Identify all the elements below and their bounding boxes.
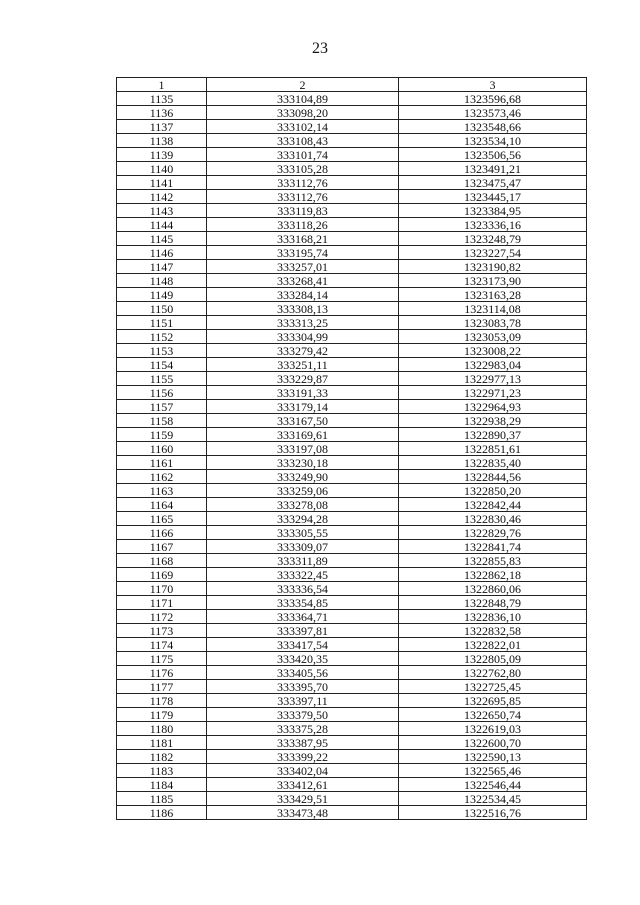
page-number: 23 <box>312 40 328 57</box>
y-coordinate-cell: 1323534,10 <box>399 134 587 148</box>
table-row <box>117 134 587 148</box>
y-coordinate-cell: 1322983,04 <box>399 358 587 372</box>
column-header: 2 <box>207 78 399 92</box>
x-coordinate-cell: 333168,21 <box>207 232 399 246</box>
y-coordinate-cell: 1322855,83 <box>399 554 587 568</box>
point-number-cell: 1153 <box>117 344 207 358</box>
table-row <box>117 624 587 638</box>
x-coordinate-cell: 333397,81 <box>207 624 399 638</box>
x-coordinate-cell: 333102,14 <box>207 120 399 134</box>
y-coordinate-cell: 1323053,09 <box>399 330 587 344</box>
table-row <box>117 456 587 470</box>
x-coordinate-cell: 333098,20 <box>207 106 399 120</box>
table-row <box>117 610 587 624</box>
x-coordinate-cell: 333112,76 <box>207 190 399 204</box>
x-coordinate-cell: 333230,18 <box>207 456 399 470</box>
point-number-cell: 1185 <box>117 792 207 806</box>
x-coordinate-cell: 333294,28 <box>207 512 399 526</box>
y-coordinate-cell: 1323445,17 <box>399 190 587 204</box>
point-number-cell: 1159 <box>117 428 207 442</box>
y-coordinate-cell: 1322516,76 <box>399 806 587 820</box>
table-row <box>117 764 587 778</box>
y-coordinate-cell: 1322725,45 <box>399 680 587 694</box>
table-row <box>117 260 587 274</box>
table-row <box>117 204 587 218</box>
point-number-cell: 1142 <box>117 190 207 204</box>
y-coordinate-cell: 1323163,28 <box>399 288 587 302</box>
x-coordinate-cell: 333112,76 <box>207 176 399 190</box>
y-coordinate-cell: 1322971,23 <box>399 386 587 400</box>
y-coordinate-cell: 1322822,01 <box>399 638 587 652</box>
table-row <box>117 526 587 540</box>
y-coordinate-cell: 1322860,06 <box>399 582 587 596</box>
y-coordinate-cell: 1323008,22 <box>399 344 587 358</box>
point-number-cell: 1162 <box>117 470 207 484</box>
table-row <box>117 358 587 372</box>
point-number-cell: 1165 <box>117 512 207 526</box>
y-coordinate-cell: 1323475,47 <box>399 176 587 190</box>
y-coordinate-cell: 1322862,18 <box>399 568 587 582</box>
x-coordinate-cell: 333309,07 <box>207 540 399 554</box>
x-coordinate-cell: 333429,51 <box>207 792 399 806</box>
point-number-cell: 1169 <box>117 568 207 582</box>
y-coordinate-cell: 1323173,90 <box>399 274 587 288</box>
point-number-cell: 1140 <box>117 162 207 176</box>
table-row <box>117 470 587 484</box>
table-row <box>117 372 587 386</box>
y-coordinate-cell: 1322841,74 <box>399 540 587 554</box>
point-number-cell: 1141 <box>117 176 207 190</box>
column-header: 3 <box>399 78 587 92</box>
table-row <box>117 554 587 568</box>
table-row <box>117 568 587 582</box>
x-coordinate-cell: 333229,87 <box>207 372 399 386</box>
point-number-cell: 1167 <box>117 540 207 554</box>
table-row <box>117 386 587 400</box>
point-number-cell: 1163 <box>117 484 207 498</box>
x-coordinate-cell: 333322,45 <box>207 568 399 582</box>
point-number-cell: 1146 <box>117 246 207 260</box>
coordinates-table-container <box>116 77 586 820</box>
point-number-cell: 1149 <box>117 288 207 302</box>
point-number-cell: 1171 <box>117 596 207 610</box>
point-number-cell: 1158 <box>117 414 207 428</box>
y-coordinate-cell: 1322650,74 <box>399 708 587 722</box>
table-row <box>117 512 587 526</box>
point-number-cell: 1172 <box>117 610 207 624</box>
y-coordinate-cell: 1323114,08 <box>399 302 587 316</box>
x-coordinate-cell: 333397,11 <box>207 694 399 708</box>
point-number-cell: 1157 <box>117 400 207 414</box>
y-coordinate-cell: 1322835,40 <box>399 456 587 470</box>
x-coordinate-cell: 333308,13 <box>207 302 399 316</box>
y-coordinate-cell: 1322850,20 <box>399 484 587 498</box>
point-number-cell: 1155 <box>117 372 207 386</box>
table-row <box>117 540 587 554</box>
table-row <box>117 330 587 344</box>
y-coordinate-cell: 1322977,13 <box>399 372 587 386</box>
y-coordinate-cell: 1322890,37 <box>399 428 587 442</box>
x-coordinate-cell: 333412,61 <box>207 778 399 792</box>
x-coordinate-cell: 333191,33 <box>207 386 399 400</box>
x-coordinate-cell: 333259,06 <box>207 484 399 498</box>
y-coordinate-cell: 1322590,13 <box>399 750 587 764</box>
y-coordinate-cell: 1323506,56 <box>399 148 587 162</box>
table-row <box>117 288 587 302</box>
y-coordinate-cell: 1322546,44 <box>399 778 587 792</box>
x-coordinate-cell: 333417,54 <box>207 638 399 652</box>
table-row <box>117 344 587 358</box>
point-number-cell: 1137 <box>117 120 207 134</box>
table-row <box>117 484 587 498</box>
table-row <box>117 400 587 414</box>
point-number-cell: 1186 <box>117 806 207 820</box>
x-coordinate-cell: 333268,41 <box>207 274 399 288</box>
y-coordinate-cell: 1323227,54 <box>399 246 587 260</box>
point-number-cell: 1179 <box>117 708 207 722</box>
point-number-cell: 1138 <box>117 134 207 148</box>
table-row <box>117 176 587 190</box>
x-coordinate-cell: 333304,99 <box>207 330 399 344</box>
x-coordinate-cell: 333311,89 <box>207 554 399 568</box>
y-coordinate-cell: 1323384,95 <box>399 204 587 218</box>
y-coordinate-cell: 1323190,82 <box>399 260 587 274</box>
x-coordinate-cell: 333108,43 <box>207 134 399 148</box>
y-coordinate-cell: 1322762,80 <box>399 666 587 680</box>
point-number-cell: 1145 <box>117 232 207 246</box>
point-number-cell: 1152 <box>117 330 207 344</box>
y-coordinate-cell: 1322695,85 <box>399 694 587 708</box>
x-coordinate-cell: 333104,89 <box>207 92 399 106</box>
x-coordinate-cell: 333354,85 <box>207 596 399 610</box>
table-row <box>117 414 587 428</box>
point-number-cell: 1136 <box>117 106 207 120</box>
y-coordinate-cell: 1322600,70 <box>399 736 587 750</box>
table-row <box>117 792 587 806</box>
y-coordinate-cell: 1322619,03 <box>399 722 587 736</box>
point-number-cell: 1177 <box>117 680 207 694</box>
x-coordinate-cell: 333251,11 <box>207 358 399 372</box>
table-row <box>117 316 587 330</box>
x-coordinate-cell: 333105,28 <box>207 162 399 176</box>
x-coordinate-cell: 333284,14 <box>207 288 399 302</box>
y-coordinate-cell: 1322848,79 <box>399 596 587 610</box>
table-row <box>117 722 587 736</box>
y-coordinate-cell: 1322829,76 <box>399 526 587 540</box>
table-row <box>117 246 587 260</box>
y-coordinate-cell: 1322805,09 <box>399 652 587 666</box>
x-coordinate-cell: 333395,70 <box>207 680 399 694</box>
table-row <box>117 680 587 694</box>
point-number-cell: 1170 <box>117 582 207 596</box>
table-row <box>117 596 587 610</box>
y-coordinate-cell: 1323248,79 <box>399 232 587 246</box>
x-coordinate-cell: 333305,55 <box>207 526 399 540</box>
y-coordinate-cell: 1322851,61 <box>399 442 587 456</box>
table-row <box>117 162 587 176</box>
point-number-cell: 1154 <box>117 358 207 372</box>
point-number-cell: 1173 <box>117 624 207 638</box>
table-row <box>117 232 587 246</box>
y-coordinate-cell: 1322534,45 <box>399 792 587 806</box>
point-number-cell: 1174 <box>117 638 207 652</box>
point-number-cell: 1184 <box>117 778 207 792</box>
point-number-cell: 1168 <box>117 554 207 568</box>
x-coordinate-cell: 333179,14 <box>207 400 399 414</box>
point-number-cell: 1135 <box>117 92 207 106</box>
table-body <box>117 92 587 820</box>
y-coordinate-cell: 1322836,10 <box>399 610 587 624</box>
point-number-cell: 1182 <box>117 750 207 764</box>
point-number-cell: 1150 <box>117 302 207 316</box>
point-number-cell: 1148 <box>117 274 207 288</box>
table-row <box>117 218 587 232</box>
table-row <box>117 582 587 596</box>
y-coordinate-cell: 1323336,16 <box>399 218 587 232</box>
x-coordinate-cell: 333379,50 <box>207 708 399 722</box>
y-coordinate-cell: 1322830,46 <box>399 512 587 526</box>
table-row <box>117 638 587 652</box>
x-coordinate-cell: 333249,90 <box>207 470 399 484</box>
table-row <box>117 92 587 106</box>
point-number-cell: 1143 <box>117 204 207 218</box>
x-coordinate-cell: 333169,61 <box>207 428 399 442</box>
point-number-cell: 1147 <box>117 260 207 274</box>
x-coordinate-cell: 333279,42 <box>207 344 399 358</box>
point-number-cell: 1164 <box>117 498 207 512</box>
table-row <box>117 652 587 666</box>
point-number-cell: 1183 <box>117 764 207 778</box>
table-row <box>117 190 587 204</box>
table-row <box>117 736 587 750</box>
x-coordinate-cell: 333375,28 <box>207 722 399 736</box>
point-number-cell: 1180 <box>117 722 207 736</box>
x-coordinate-cell: 333405,56 <box>207 666 399 680</box>
point-number-cell: 1181 <box>117 736 207 750</box>
point-number-cell: 1160 <box>117 442 207 456</box>
table-row <box>117 428 587 442</box>
coordinates-table <box>116 77 587 820</box>
table-row <box>117 274 587 288</box>
point-number-cell: 1151 <box>117 316 207 330</box>
table-row <box>117 106 587 120</box>
y-coordinate-cell: 1323573,46 <box>399 106 587 120</box>
table-row <box>117 148 587 162</box>
x-coordinate-cell: 333387,95 <box>207 736 399 750</box>
x-coordinate-cell: 333399,22 <box>207 750 399 764</box>
point-number-cell: 1156 <box>117 386 207 400</box>
y-coordinate-cell: 1322938,29 <box>399 414 587 428</box>
point-number-cell: 1139 <box>117 148 207 162</box>
point-number-cell: 1144 <box>117 218 207 232</box>
table-row <box>117 778 587 792</box>
x-coordinate-cell: 333118,26 <box>207 218 399 232</box>
y-coordinate-cell: 1322565,46 <box>399 764 587 778</box>
x-coordinate-cell: 333473,48 <box>207 806 399 820</box>
x-coordinate-cell: 333197,08 <box>207 442 399 456</box>
table-row <box>117 442 587 456</box>
y-coordinate-cell: 1323596,68 <box>399 92 587 106</box>
table-header-row <box>117 78 587 92</box>
point-number-cell: 1161 <box>117 456 207 470</box>
table-row <box>117 498 587 512</box>
x-coordinate-cell: 333364,71 <box>207 610 399 624</box>
y-coordinate-cell: 1322844,56 <box>399 470 587 484</box>
x-coordinate-cell: 333402,04 <box>207 764 399 778</box>
x-coordinate-cell: 333101,74 <box>207 148 399 162</box>
x-coordinate-cell: 333119,83 <box>207 204 399 218</box>
table-row <box>117 694 587 708</box>
point-number-cell: 1166 <box>117 526 207 540</box>
x-coordinate-cell: 333420,35 <box>207 652 399 666</box>
x-coordinate-cell: 333257,01 <box>207 260 399 274</box>
table-row <box>117 302 587 316</box>
table-row <box>117 666 587 680</box>
table-row <box>117 120 587 134</box>
column-header: 1 <box>117 78 207 92</box>
x-coordinate-cell: 333336,54 <box>207 582 399 596</box>
y-coordinate-cell: 1322842,44 <box>399 498 587 512</box>
y-coordinate-cell: 1323548,66 <box>399 120 587 134</box>
x-coordinate-cell: 333313,25 <box>207 316 399 330</box>
x-coordinate-cell: 333195,74 <box>207 246 399 260</box>
table-row <box>117 750 587 764</box>
y-coordinate-cell: 1323491,21 <box>399 162 587 176</box>
table-row <box>117 806 587 820</box>
x-coordinate-cell: 333167,50 <box>207 414 399 428</box>
table-row <box>117 708 587 722</box>
point-number-cell: 1176 <box>117 666 207 680</box>
x-coordinate-cell: 333278,08 <box>207 498 399 512</box>
point-number-cell: 1175 <box>117 652 207 666</box>
y-coordinate-cell: 1323083,78 <box>399 316 587 330</box>
y-coordinate-cell: 1322832,58 <box>399 624 587 638</box>
y-coordinate-cell: 1322964,93 <box>399 400 587 414</box>
point-number-cell: 1178 <box>117 694 207 708</box>
